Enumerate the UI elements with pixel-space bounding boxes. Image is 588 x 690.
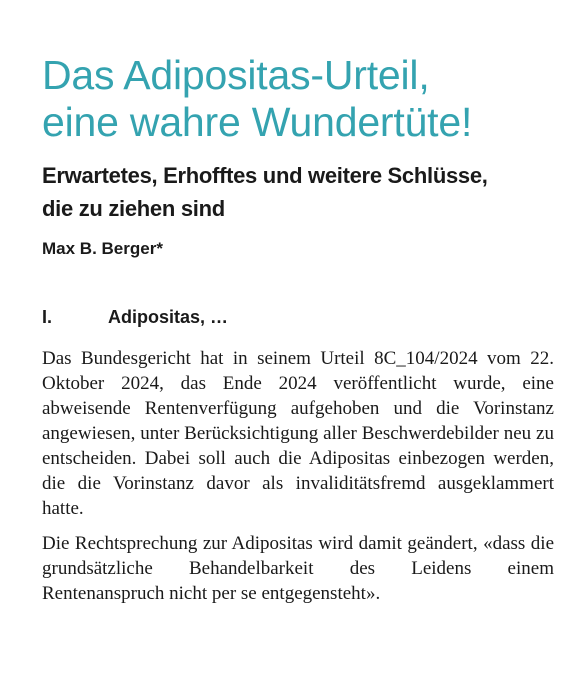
body-paragraph-1: Das Bundesgericht hat in seinem Urteil 8C_104/2024 vom 22. Oktober 2024, das Ende 2024 veröffentlicht wurde, eine abweisende Rentenverfügung aufgehoben und die Vorinstanz angewiesen, unter Berücksichtigung aller Beschwerdebilder neu zu entscheiden. Dabei soll auch die Adipositas einbezogen werden, die die Vorinstanz davor als invaliditätsfremd ausgeklammert hatte. [42,348,554,519]
author-name: Max B. Berger* [42,239,163,258]
subtitle-line-2: die zu ziehen sind [42,196,225,221]
section-heading [42,305,554,329]
section-number: I. [42,307,53,327]
article-page [42,52,554,606]
title-line-1: Das Adipositas-Urteil, [42,52,430,98]
article-title [42,52,554,146]
title-line-2: eine wahre Wundertüte! [42,99,473,145]
subtitle-line-1: Erwartetes, Erhofftes und weitere Schlüsse, [42,163,488,188]
section-title: Adipositas, … [108,307,229,327]
article-subtitle [42,159,554,225]
body-paragraph-2: Die Rechtsprechung zur Adipositas wird damit geändert, «dass die grundsätzliche Behandelbarkeit des Leidens einem Rentenanspruch nicht per se entgegensteht». [42,533,554,604]
